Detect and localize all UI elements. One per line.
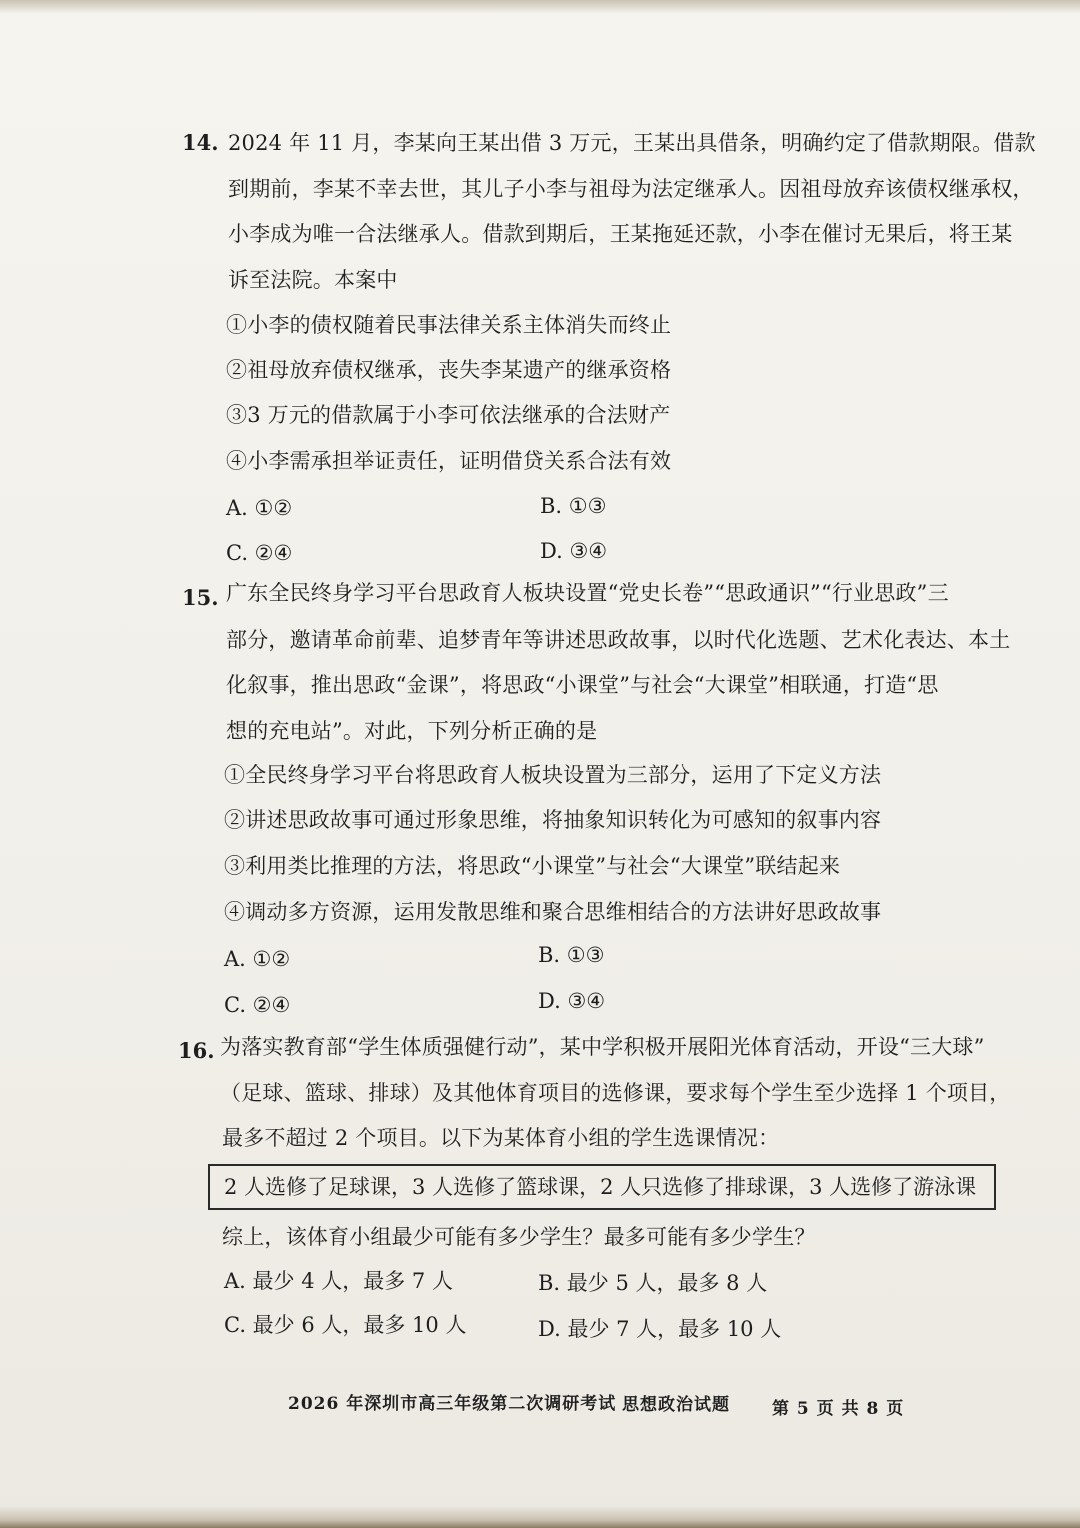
option-c: C. 最少 6 人，最多 10 人 bbox=[224, 1313, 467, 1337]
option-a: A. ①② bbox=[224, 947, 291, 971]
statement: ①小李的债权随着民事法律关系主体消失而终止 bbox=[226, 313, 672, 337]
question-number: 14. bbox=[182, 130, 219, 155]
question-text-line: 到期前，李某不幸去世，其儿子小李与祖母为法定继承人。因祖母放弃该债权继承权， bbox=[228, 177, 1034, 201]
option-d: D. ③④ bbox=[540, 539, 608, 563]
footer-page-number: 第 5 页 共 8 页 bbox=[772, 1399, 905, 1419]
question-text-line: 为落实教育部“学生体质强健行动”，某中学积极开展阳光体育活动，开设“三大球” bbox=[220, 1035, 985, 1059]
question-text-line: 想的充电站”。对此，下列分析正确的是 bbox=[226, 719, 598, 743]
question-text-line: （足球、篮球、排球）及其他体育项目的选修课，要求每个学生至少选择 1 个项目， bbox=[220, 1081, 1011, 1105]
question-text-line: 部分，邀请革命前辈、追梦青年等讲述思政故事，以时代化选题、艺术化表达、本土 bbox=[226, 628, 1011, 652]
statement: ④小李需承担举证责任，证明借贷关系合法有效 bbox=[226, 449, 672, 473]
footer-subject: 思想政治试题 bbox=[622, 1395, 730, 1415]
question-text-line: 最多不超过 2 个项目。以下为某体育小组的学生选课情况： bbox=[222, 1126, 780, 1150]
page-top-edge bbox=[0, 0, 1080, 14]
statement: ②讲述思政故事可通过形象思维，将抽象知识转化为可感知的叙事内容 bbox=[224, 808, 882, 832]
question-text-line: 广东全民终身学习平台思政育人板块设置“党史长卷”“思政通识”“行业思政”三 bbox=[226, 581, 949, 605]
question-text-line: 化叙事，推出思政“金课”，将思政“小课堂”与社会“大课堂”相联通，打造“思 bbox=[226, 673, 939, 697]
option-b: B. ①③ bbox=[538, 943, 605, 967]
condition-text: 2 人选修了足球课，3 人选修了篮球课，2 人只选修了排球课，3 人选修了游泳课 bbox=[224, 1175, 977, 1199]
option-c: C. ②④ bbox=[224, 993, 291, 1017]
statement: ④调动多方资源，运用发散思维和聚合思维相结合的方法讲好思政故事 bbox=[224, 900, 882, 924]
option-d: D. 最少 7 人，最多 10 人 bbox=[538, 1317, 782, 1341]
statement: ③利用类比推理的方法，将思政“小课堂”与社会“大课堂”联结起来 bbox=[224, 854, 841, 878]
question-number: 16. bbox=[178, 1038, 215, 1063]
footer-exam-name: 2026 年深圳市高三年级第二次调研考试 bbox=[288, 1394, 617, 1414]
question-text-line: 小李成为唯一合法继承人。借款到期后，王某拖延还款，小李在催讨无果后，将王某 bbox=[228, 222, 1013, 246]
question-text-line: 2024 年 11 月，李某向王某出借 3 万元，王某出具借条，明确约定了借款期限。借款 bbox=[228, 131, 1036, 155]
option-b: B. ①③ bbox=[540, 494, 607, 518]
statement: ③3 万元的借款属于小李可依法继承的合法财产 bbox=[226, 403, 671, 427]
statement: ②祖母放弃债权继承，丧失李某遗产的继承资格 bbox=[226, 358, 672, 382]
question-number: 15. bbox=[182, 585, 219, 610]
question-prompt: 综上，该体育小组最少可能有多少学生？最多可能有多少学生？ bbox=[222, 1225, 816, 1249]
option-d: D. ③④ bbox=[538, 989, 606, 1013]
option-a: A. ①② bbox=[226, 496, 293, 520]
statement: ①全民终身学习平台将思政育人板块设置为三部分，运用了下定义方法 bbox=[224, 763, 882, 787]
option-b: B. 最少 5 人，最多 8 人 bbox=[538, 1271, 768, 1295]
question-text-line: 诉至法院。本案中 bbox=[228, 268, 398, 292]
option-c: C. ②④ bbox=[226, 541, 293, 565]
option-a: A. 最少 4 人，最多 7 人 bbox=[224, 1269, 453, 1293]
page-bottom-edge bbox=[0, 1506, 1080, 1528]
